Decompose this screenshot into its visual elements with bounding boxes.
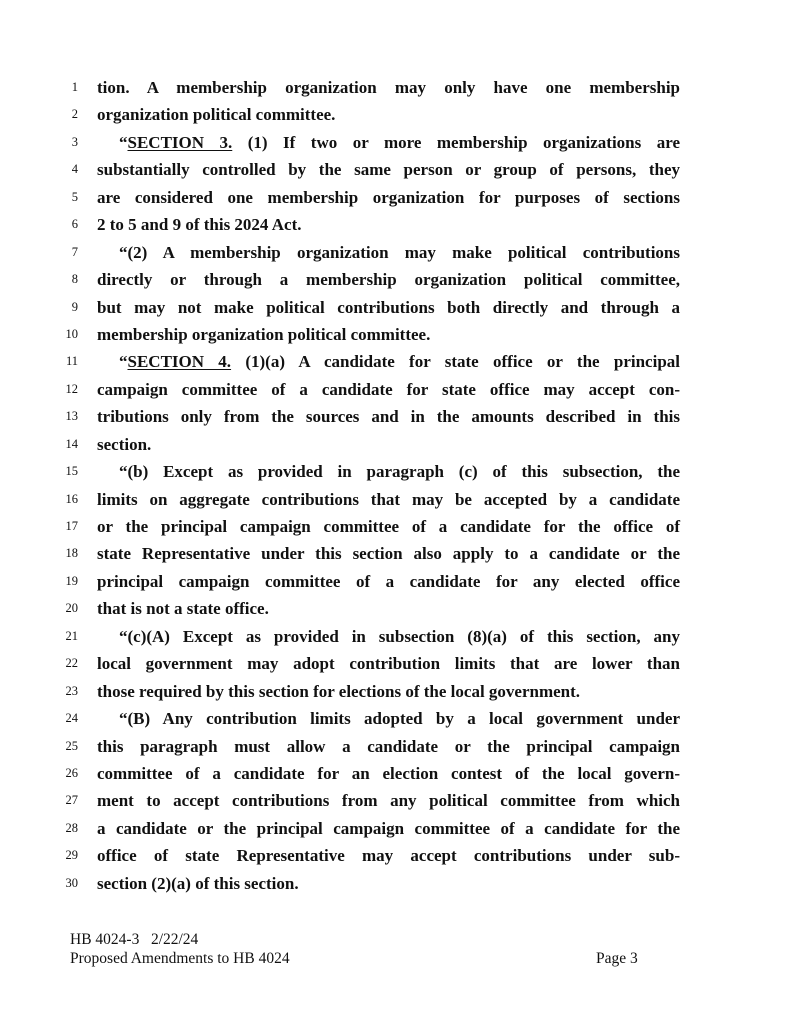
document-line [0,101,800,128]
document-line [0,431,800,458]
document-line [0,458,800,485]
line-text: ment to accept contributions from any political committee from which [97,791,680,811]
footer-description: Proposed Amendments to HB 4024 [70,950,290,967]
line-number: 22 [65,656,78,671]
line-number: 3 [71,134,78,149]
document-line [0,842,800,869]
line-text: but may not make political contributions both directly and through a [97,297,680,317]
line-number: 8 [71,272,78,287]
line-number: 25 [65,738,78,753]
line-number: 2 [71,107,78,122]
section-heading: SECTION 4. [127,352,232,372]
line-number: 5 [71,189,78,204]
document-line [0,486,800,513]
document-line [0,760,800,787]
document-body [0,74,800,897]
document-line [0,595,800,622]
line-text: are considered one membership organization for purposes of sections [97,187,680,207]
line-text: this paragraph must allow a candidate or the principal campaign [97,736,680,756]
line-number: 9 [71,299,78,314]
line-number: 30 [65,875,78,890]
line-number: 11 [65,354,78,369]
line-text: “(b) Except as provided in paragraph (c) of this subsection, the [119,462,680,482]
document-line [0,239,800,266]
document-line [0,266,800,293]
line-text: 2 to 5 and 9 of this 2024 Act. [97,215,302,235]
document-line [0,733,800,760]
document-line [0,540,800,567]
document-line [0,321,800,348]
line-text: that is not a state office. [97,599,269,619]
line-number: 21 [65,628,78,643]
line-remainder: (1)(a) A candidate for state office or the principal [231,352,680,372]
line-number: 23 [65,683,78,698]
line-number: 4 [71,162,78,177]
line-text: “(B) Any contribution limits adopted by a local government under [119,709,680,729]
line-number: 6 [71,217,78,232]
document-line [0,403,800,430]
document-line [0,156,800,183]
line-text: a candidate or the principal campaign committee of a candidate for the [97,818,680,838]
line-number: 1 [71,80,78,94]
document-line [0,211,800,238]
line-remainder: (1) If two or more membership organizations are [232,132,681,152]
document-line [0,513,800,540]
line-number: 29 [65,848,78,863]
line-number: 12 [65,381,78,396]
line-number: 14 [65,436,78,451]
line-text: principal campaign committee of a candidate for any elected office [97,571,680,591]
line-text: limits on aggregate contributions that may be accepted by a candidate [97,489,680,509]
document-line [0,376,800,403]
line-number: 20 [65,601,78,616]
line-number: 7 [71,244,78,259]
line-number: 10 [65,326,78,341]
line-text: organization political committee. [97,105,336,125]
line-number: 27 [65,793,78,808]
document-line [0,74,800,101]
line-number: 15 [65,464,78,479]
document-line [0,678,800,705]
document-line [0,294,800,321]
document-line [0,705,800,732]
line-text: office of state Representative may accept contributions under sub- [97,846,680,866]
line-text: campaign committee of a candidate for state office may accept con- [97,379,680,399]
line-number: 26 [65,765,78,780]
line-text: state Representative under this section also apply to a candidate or the [97,544,680,564]
line-text: “(c)(A) Except as provided in subsection (8)(a) of this section, any [119,626,680,646]
line-text: directly or through a membership organization political committee, [97,270,680,290]
document-line [0,348,800,375]
page-number: Page 3 [596,950,638,967]
open-quote: “ [119,352,128,372]
line-text: tributions only from the sources and in the amounts described in this [97,407,680,427]
line-text: tion. A membership organization may only have one membership [97,78,680,97]
document-line [0,568,800,595]
line-number: 19 [65,573,78,588]
line-text: or the principal campaign committee of a candidate for the office of [97,517,680,536]
line-text: “(2) A membership organization may make political contributions [119,242,680,262]
section-heading: SECTION 3. [127,132,233,152]
document-line [0,815,800,842]
line-text: those required by this section for elections of the local government. [97,681,581,701]
line-text [97,348,680,375]
line-number: 17 [65,519,78,533]
document-line [0,650,800,677]
line-number: 28 [65,820,78,835]
document-line [0,184,800,211]
line-number: 16 [65,491,78,506]
footer-bill-id: HB 4024-3 2/22/24 [70,931,199,948]
document-line [0,623,800,650]
line-text [97,129,680,156]
line-text: substantially controlled by the same person or group of persons, they [97,160,680,180]
line-text: section. [97,434,152,454]
line-number: 24 [65,711,78,726]
line-text: local government may adopt contribution limits that are lower than [97,654,680,674]
document-line [0,129,800,156]
line-text: committee of a candidate for an election contest of the local govern- [97,763,680,783]
line-number: 13 [65,409,78,424]
document-line [0,787,800,814]
line-number: 18 [65,546,78,561]
line-text: membership organization political committee. [97,324,431,344]
open-quote: “ [119,132,128,152]
line-text: section (2)(a) of this section. [97,873,299,893]
document-line [0,870,800,897]
